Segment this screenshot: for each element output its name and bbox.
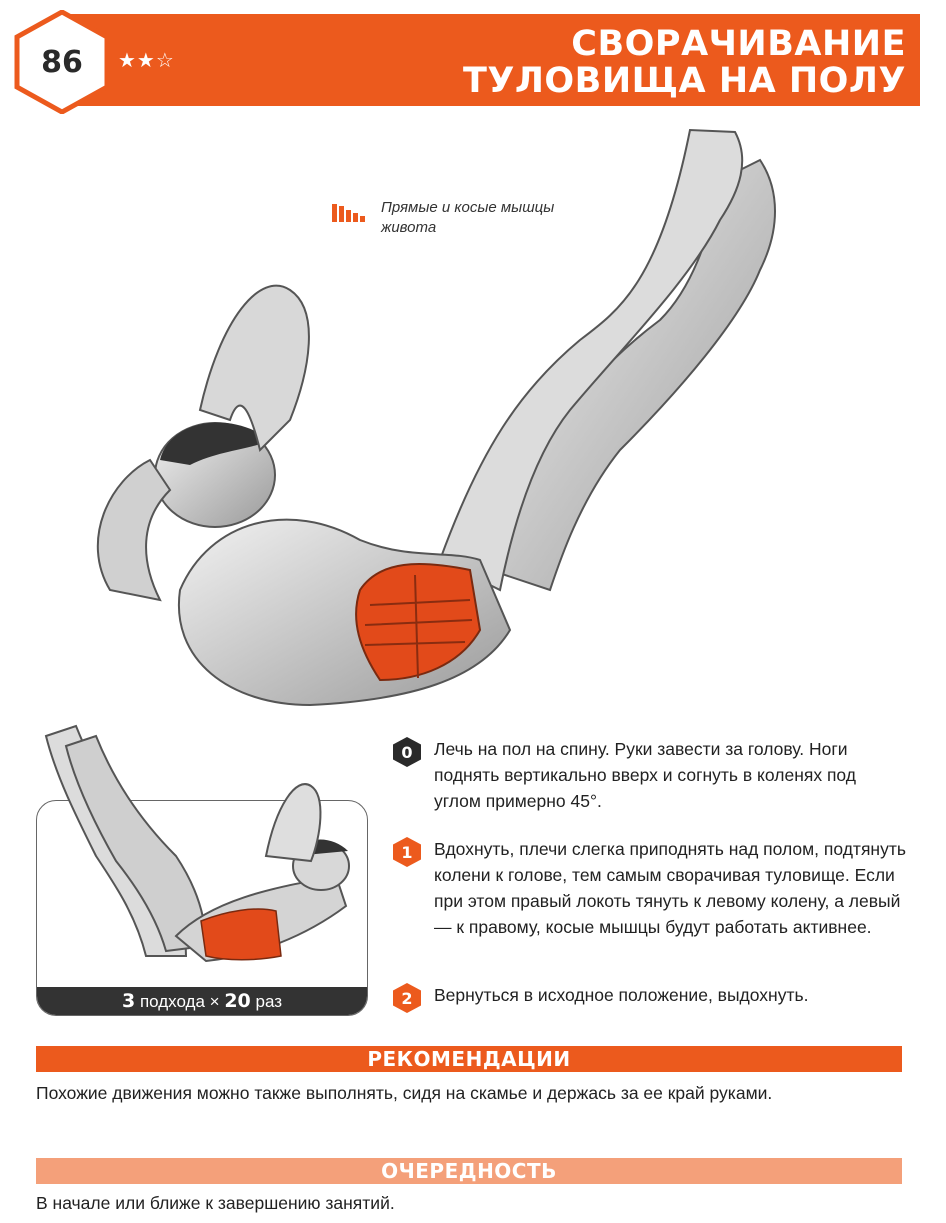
target-muscles-line-2: живота xyxy=(381,219,437,236)
page-number: 86 xyxy=(41,44,83,80)
target-muscles-line-1: Прямые и косые мышцы xyxy=(381,199,555,216)
step-0-text: Лечь на пол на спину. Руки завести за голову. Ноги поднять вертикально вверх и согнуть в коленях под углом примерно 45°. xyxy=(434,739,856,811)
order-heading: ОЧЕРЕДНОСТЬ xyxy=(36,1158,902,1184)
step-1-badge-icon xyxy=(392,836,422,868)
order-text: В начале или ближе к завершению занятий. xyxy=(36,1193,395,1213)
recommendations-heading: РЕКОМЕНДАЦИИ xyxy=(36,1046,902,1072)
target-muscles-text xyxy=(381,198,611,238)
recommendations-text: Похожие движения можно также выполнять, сидя на скамье и держась за ее край руками. xyxy=(36,1083,773,1103)
step-2-badge-icon xyxy=(392,982,422,1014)
step-2-badge-number: 2 xyxy=(401,989,413,1008)
page-title xyxy=(463,26,906,100)
sets-word: подхода xyxy=(139,992,205,1011)
sets-count: 3 xyxy=(121,990,136,1012)
step-2 xyxy=(392,982,922,1014)
step-0-badge-icon xyxy=(392,736,422,768)
title-line-1: СВОРАЧИВАНИЕ xyxy=(571,24,906,64)
step-1-text: Вдохнуть, плечи слегка приподнять над полом, подтянуть колени к голове, тем самым сворачивая туловище. Если при этом правый локоть тянуть к левому колену, а левый — к правому, косые мышцы будут работать активнее. xyxy=(434,839,906,937)
times-sign: × xyxy=(209,992,220,1011)
start-position-illustration xyxy=(36,716,366,986)
target-muscles-label xyxy=(332,198,611,238)
muscle-intensity-icon xyxy=(332,202,367,222)
step-1 xyxy=(392,836,922,940)
step-2-text: Вернуться в исходное положение, выдохнуть. xyxy=(434,985,809,1005)
step-0 xyxy=(392,736,922,814)
difficulty-stars: ★★☆ xyxy=(118,48,175,72)
step-1-badge-number: 1 xyxy=(401,843,413,862)
reps-count: 20 xyxy=(224,990,251,1012)
sets-reps-caption xyxy=(37,987,367,1015)
reps-word: раз xyxy=(255,992,283,1011)
title-line-2: ТУЛОВИЩА НА ПОЛУ xyxy=(463,61,906,101)
step-0-badge-number: 0 xyxy=(401,743,413,762)
